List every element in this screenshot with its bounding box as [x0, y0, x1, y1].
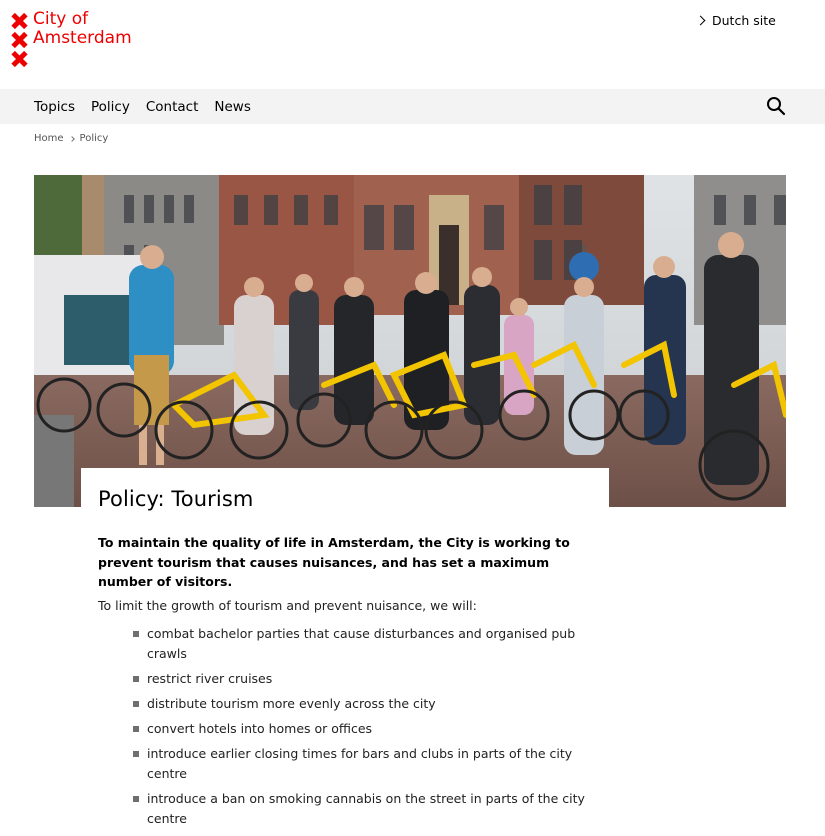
bullet-icon — [133, 631, 139, 637]
list-item — [133, 624, 593, 664]
logo-line-2: Amsterdam — [33, 28, 132, 48]
logo-wordmark — [33, 10, 132, 68]
list-item-text: distribute tourism more evenly across the city — [147, 696, 436, 711]
chevron-right-icon — [69, 136, 75, 142]
bullet-icon — [133, 726, 139, 732]
list-item-text: convert hotels into homes or offices — [147, 721, 373, 736]
nav-menu — [34, 89, 251, 124]
logo-line-1: City of — [33, 9, 89, 29]
page-title: Policy: Tourism — [98, 487, 254, 511]
st-andrews-crosses-icon — [10, 12, 28, 68]
list-item — [133, 694, 593, 714]
hero-photo — [34, 175, 786, 507]
nav-item-topics[interactable]: Topics — [34, 98, 75, 115]
list-item — [133, 719, 593, 739]
list-item-text: introduce a ban on smoking cannabis on the street in parts of the city centre — [147, 791, 585, 826]
nav-item-contact[interactable]: Contact — [145, 98, 199, 115]
breadcrumb-policy[interactable]: Policy — [79, 133, 109, 144]
cross-icon — [10, 31, 28, 49]
breadcrumb-home[interactable]: Home — [34, 133, 64, 144]
main-nav — [0, 89, 825, 124]
dutch-site-link[interactable] — [697, 13, 776, 28]
cross-icon — [10, 12, 28, 30]
nav-item-policy[interactable]: Policy — [91, 98, 130, 115]
breadcrumb — [34, 133, 108, 144]
nav-item-news[interactable]: News — [214, 98, 251, 115]
site-header — [0, 0, 825, 89]
cross-icon — [10, 50, 28, 68]
list-item-text: restrict river cruises — [147, 671, 273, 686]
intro-paragraph: To maintain the quality of life in Amsterdam, the City is working to prevent tourism that causes nuisances, and has set a maximum number of visitors. — [98, 535, 570, 589]
list-item — [133, 669, 593, 689]
bullet-icon — [133, 751, 139, 757]
chevron-right-icon — [696, 16, 706, 26]
list-item-text: introduce earlier closing times for bars and clubs in parts of the city centre — [147, 746, 573, 781]
bullet-icon — [133, 676, 139, 682]
list-item — [133, 789, 593, 829]
bullet-icon — [133, 701, 139, 707]
search-icon — [766, 96, 786, 116]
city-logo[interactable] — [10, 9, 132, 68]
lead-paragraph: To limit the growth of tourism and prevent nuisance, we will: — [98, 598, 477, 613]
hero-image — [34, 175, 786, 507]
list-item — [133, 744, 593, 784]
search-button[interactable] — [766, 96, 786, 116]
list-item-text: combat bachelor parties that cause disturbances and organised pub crawls — [147, 626, 576, 661]
measures-list — [133, 624, 593, 834]
bullet-icon — [133, 796, 139, 802]
dutch-site-label: Dutch site — [712, 13, 776, 28]
